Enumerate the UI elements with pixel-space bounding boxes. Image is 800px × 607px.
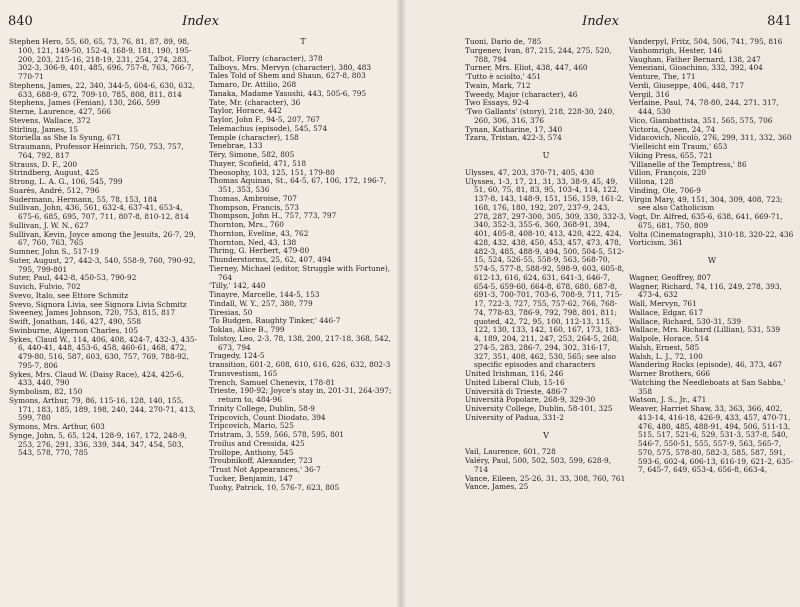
index-entry: Tucker, Benjamin, 147 bbox=[209, 473, 293, 483]
index-entry: Wallace, Richard, 530-31, 539 bbox=[629, 316, 741, 326]
index-entry: 'Two Gallants' (story), 218, 228-30, 240, 260, 306, 316, 376 bbox=[465, 107, 615, 125]
index-entry: Telemachus (episode), 545, 574 bbox=[209, 123, 328, 133]
index-entry: Tripcovich, Count Diodato, 394 bbox=[209, 412, 326, 422]
index-entry: 'Trust Not Appearances,' 36-7 bbox=[209, 465, 321, 474]
running-head-right: Index bbox=[582, 14, 619, 29]
index-entry: Sullivan, J. W. N., 627 bbox=[9, 220, 89, 230]
index-entry: Watson, J. S., Jr., 471 bbox=[629, 395, 707, 405]
index-entry: Suvich, Fulvio, 702 bbox=[9, 282, 81, 291]
right-page bbox=[401, 0, 800, 607]
index-column-v-w bbox=[629, 38, 795, 475]
index-entry: Wagner, Richard, 74, 116, 249, 278, 393, 473-4, 632 bbox=[629, 281, 782, 300]
index-entry: Vinding, Ole, 706-9 bbox=[629, 185, 701, 195]
index-entry: Vance, Eileen, 25-26, 31, 33, 308, 760, 761 bbox=[465, 473, 626, 483]
index-entry: 'Villanelle of the Temptress,' 86 bbox=[629, 159, 747, 169]
index-entry: Theosophy, 103, 125, 151, 179-80 bbox=[209, 167, 335, 177]
index-entry: Thomas Aquinas, St., 64-5, 67, 106, 172, 196-7, 351, 353, 536 bbox=[209, 176, 387, 194]
index-entry: Strauss, D. F., 200 bbox=[9, 159, 78, 169]
index-entry: Tinayre, Marcelle, 144-5, 153 bbox=[209, 290, 320, 299]
index-entry: University College, Dublin, 58-101, 325 bbox=[465, 404, 613, 413]
index-entry: Sterne, Laurence, 427, 566 bbox=[9, 107, 111, 116]
index-entry: Toklas, Alice B., 799 bbox=[209, 325, 285, 334]
index-entry: Tragedy, 124-5 bbox=[209, 351, 265, 361]
index-entry: Taylor, John F., 94-5, 207, 767 bbox=[209, 115, 320, 124]
index-entry: Vogt, Dr. Alfred, 635-6, 638, 641, 669-71, 675, 681, 750, 809 bbox=[629, 212, 783, 230]
index-entry: Symons, Arthur, 79, 86, 115-16, 128, 140, 155, 171, 183, 185, 189, 198, 240, 244, 270-71, 413, 599, 780 bbox=[9, 395, 196, 423]
index-column-t-u-v bbox=[465, 38, 627, 492]
index-entry: Tolstoy, Leo, 2-3, 78, 138, 200, 217-18, 368, 542, 673, 794 bbox=[209, 333, 391, 352]
index-entry: Wallace, Mrs. Richard (Lillian), 531, 539 bbox=[629, 325, 781, 335]
index-entry: Wagner, Geoffrey, 807 bbox=[629, 272, 712, 282]
index-entry: Thring, G. Herbert, 479-80 bbox=[209, 246, 310, 256]
index-entry: 'Watching the Needleboats at San Sabba,' 358 bbox=[629, 377, 786, 396]
index-entry: Storiella as She Is Syung, 671 bbox=[9, 133, 121, 143]
index-entry: Wall, Mervyn, 761 bbox=[629, 299, 697, 308]
section-letter-v: V bbox=[543, 430, 549, 440]
index-entry: Sweeney, James Johnson, 720, 753, 815, 817 bbox=[9, 308, 176, 318]
index-entry: Strindberg, August, 425 bbox=[9, 168, 100, 178]
index-entry: Tindall, W. Y., 257, 380, 779 bbox=[209, 298, 313, 308]
index-entry: Verlaine, Paul, 74, 78-80, 244, 271, 317, 444, 530 bbox=[629, 98, 779, 116]
index-entry: Turner, Mrs. Eliot, 438, 447, 460 bbox=[465, 63, 588, 73]
index-entry: Walpole, Horace, 514 bbox=[629, 334, 709, 343]
index-entry: 'Tutto è sciolto,' 451 bbox=[465, 72, 542, 81]
index-entry: Sumner, John S., 517-19 bbox=[9, 247, 99, 256]
index-entry: Talbot, Florry (character), 378 bbox=[209, 53, 323, 63]
index-entry: Tynan, Katharine, 17, 340 bbox=[465, 124, 563, 134]
index-entry: Vergil, 316 bbox=[629, 89, 670, 99]
index-entry: Università di Trieste, 486-7 bbox=[465, 386, 568, 396]
index-entry: Vidacovich, Nicolò, 276, 299, 311, 332, 360 bbox=[629, 133, 792, 143]
section-letter-u: U bbox=[542, 151, 550, 160]
index-entry: Vance, James, 25 bbox=[465, 482, 529, 492]
index-entry: Vanhomrigh, Hester, 146 bbox=[629, 45, 723, 55]
index-entry: Tuohy, Patrick, 10, 576-7, 623, 805 bbox=[209, 482, 340, 492]
index-entry: Viking Press, 655, 721 bbox=[629, 150, 713, 160]
index-entry: Trollope, Anthony, 545 bbox=[209, 447, 294, 457]
index-entry: Veneziani, Gioachino, 332, 392, 404 bbox=[629, 63, 763, 73]
index-entry: Taylor, Horace, 442 bbox=[209, 106, 282, 116]
index-entry: United Irishman, 116, 246 bbox=[465, 369, 564, 378]
index-entry: Sykes, Claud W., 114, 406, 408, 424-7, 432-3, 435-6, 440-41, 448, 453-6, 458, 460-61, 468, 472, 479-80, 516, 587, 603, 630, 757, 769, 788-92, 795-7, 806 bbox=[9, 334, 198, 370]
index-entry: Villon, François, 220 bbox=[629, 168, 707, 178]
index-entry: Trinity College, Dublin, 58-9 bbox=[209, 403, 315, 413]
index-entry: Thompson, Francis, 573 bbox=[209, 202, 299, 212]
index-entry: Thornton, Mrs., 760 bbox=[209, 220, 284, 229]
index-entry: Svevo, Signora Livia, see Signora Livia Schmitz bbox=[9, 299, 187, 309]
index-entry: Troubnikoff, Alexander, 723 bbox=[209, 456, 313, 466]
index-entry: Tate, Mr. (character), 36 bbox=[209, 97, 301, 107]
index-entry: Warner Brothers, 666 bbox=[629, 369, 711, 378]
index-entry: Vaughan, Father Bernard, 138, 247 bbox=[629, 54, 761, 64]
index-entry: Temple (character), 158 bbox=[209, 132, 299, 142]
index-entry: transition, 601-2, 608, 610, 616, 626, 632, 802-3 bbox=[209, 360, 391, 369]
index-entry: United Liberal Club, 15-16 bbox=[465, 377, 565, 387]
index-entry: Suter, August, 27, 442-3, 540, 558-9, 760, 790-92, 795, 799-801 bbox=[9, 255, 196, 274]
index-entry: Troilus and Cressida, 425 bbox=[209, 438, 305, 448]
index-entry: Thunderstorms, 25, 62, 407, 494 bbox=[209, 255, 332, 264]
index-entry: Ulysses, 1-3, 17, 21, 31, 33, 38-9, 45, 49, 51, 60, 75, 81, 83, 95, 103-4, 114, 122, 137-8, 143, 148-9, 151, 156, 159, 161-2, 168, 176, 180, 192, 207, 237-9, 243, 278, 287, 297-300, 305, 309, 330, 332-3, 340, 352-3, 355-6, 360, 368-91, 394, 401, 405-8, 408-10, 413, 420, 422, 424, 428, 432, 438, 450, 453, 457, 473, 478, 482-3, 485, 488-9, 494, 500, 504-5, 512-15, 524, 526-55, 558-9, 563, 568-70, 574-5, 577-8, 588-92, 598-9, 603, 605-8, 612-13, 616, 624, 631, 641-3, 646-7, 654-5, 659-60, 664-8, 678, 680, 687-8, 691-3, 700-701, 703-6, 708-9, 711, 715-17, 722-3, 727, 755, 757-62, 766, 768-74, 778-83, 786-9, 792, 798, 801, 811; quoted, 42, 72, 95, 100, 112-13, 115, 122, 130, 133, 142, 160, 167, 173, 183-4, 189, 204, 211, 247, 253, 264-5, 268, 274-5, 283, 286-7, 294, 302, 316-17, 327, 351, 408, 462, 530, 565; see also specific episodes and characters bbox=[465, 176, 627, 370]
index-entry: Vail, Laurence, 601, 728 bbox=[465, 447, 556, 457]
index-entry: Suter, Paul, 442-8, 450-53, 790-92 bbox=[9, 273, 137, 283]
index-entry: Tzara, Tristan, 422-3, 574 bbox=[465, 133, 562, 143]
index-entry: Thayer, Scofield, 471, 518 bbox=[209, 158, 307, 168]
index-entry: Weaver, Harriet Shaw, 33, 363, 366, 402, 413-14, 416-18, 426-9, 433, 457, 470-71, 476, 480, 485, 488-91, 494, 506, 511-13, 515, 517, 521-6, 529, 531-3, 537-8, 540, 546-7, 550-51, 555, 557-9, 563, 565-7, 570, 575, 578-80, 582-3, 585, 587, 591, 593-6, 602-4, 606-13, 616-19, 621-2, 635-7, 645-7, 649, 653-4, 656-8, 663-4, bbox=[629, 404, 794, 475]
index-entry: Twain, Mark, 712 bbox=[465, 80, 531, 90]
index-entry: Tiresias, 50 bbox=[209, 307, 253, 317]
index-entry: Stevens, Wallace, 372 bbox=[9, 115, 91, 125]
index-entry: Thornton, Eveline, 43, 762 bbox=[209, 228, 309, 238]
index-entry: Strong, L. A. G., 106, 545, 799 bbox=[9, 177, 123, 186]
index-entry: Tweedy, Major (character), 46 bbox=[465, 89, 578, 99]
index-entry: Turgenev, Ivan, 87, 215, 244, 275, 520, 788, 794 bbox=[465, 45, 612, 64]
index-entry: Stephens, James, 22, 340, 344-5, 604-6, 630, 632, 633, 688-9, 672, 709-10, 785, 808, 811, 814 bbox=[9, 80, 195, 99]
index-entry: 'Tilly,' 142, 440 bbox=[209, 281, 266, 291]
page-number-right: 841 bbox=[767, 14, 792, 29]
index-entry: Trench, Samuel Chenevix, 178-81 bbox=[209, 377, 336, 387]
index-entry: Ulysses, 47, 203, 370-71, 405, 430 bbox=[465, 167, 594, 177]
running-head-left: Index bbox=[182, 14, 219, 29]
page-number-left: 840 bbox=[8, 14, 33, 29]
index-entry: Sykes, Mrs. Claud W. (Daisy Race), 424, 425-6, 433, 440, 790 bbox=[9, 369, 184, 388]
index-entry: Thompson, John H., 757, 773, 797 bbox=[209, 211, 337, 221]
index-entry: Symons, Mrs. Arthur, 603 bbox=[9, 422, 105, 431]
index-entry: Synge, John, 5, 65, 124, 128-9, 167, 172, 248-9, 253, 276, 291, 336, 339, 344, 347, 454, 503, 543, 578, 770, 785 bbox=[9, 430, 187, 458]
index-entry: Stephens, James (Fenian), 130, 266, 599 bbox=[9, 98, 161, 108]
index-entry: Walsh, Ernest, 585 bbox=[629, 342, 700, 352]
index-entry: Villona, 128 bbox=[629, 177, 674, 186]
index-entry: Swift, Jonathan, 146, 427, 490, 558 bbox=[9, 317, 142, 326]
index-entry: Tales Told of Shem and Shaun, 627-8, 803 bbox=[209, 71, 366, 81]
index-entry: Vico, Giambattista, 351, 565, 575, 706 bbox=[629, 115, 773, 125]
index-entry: Wandering Rocks (episode), 46, 373, 467 bbox=[629, 360, 783, 370]
index-column-t bbox=[209, 38, 397, 492]
index-entry: Venture, The, 171 bbox=[629, 72, 696, 81]
index-entry: Transvestism, 165 bbox=[209, 368, 278, 378]
index-entry: Tenebrae, 133 bbox=[209, 141, 263, 151]
index-entry: Tanaka, Madame Yasushi, 443, 505-6, 795 bbox=[209, 88, 367, 98]
index-entry: Sudermann, Hermann, 55, 78, 153, 184 bbox=[9, 194, 158, 204]
index-entry: 'To Budgen, Raughty Tinker,' 446-7 bbox=[209, 316, 341, 326]
index-entry: Stephen Hero, 55, 60, 65, 73, 76, 81, 87, 89, 98, 100, 121, 149-50, 152-4, 168-9, 181, 190, 195-200, 203, 215-16, 218-19, 231, 254, 274, 283, 302-3, 306-9, 401, 485, 696, 757-8, 763, 766-7, 770-71 bbox=[9, 37, 194, 81]
index-entry: Thomas, Ambroise, 707 bbox=[209, 193, 297, 203]
index-entry: Wallace, Edgar, 617 bbox=[629, 307, 704, 317]
index-entry: Victoria, Queen, 24, 74 bbox=[629, 124, 716, 134]
index-entry: Tierney, Michael (editor, Struggle with Fortune), 764 bbox=[209, 263, 391, 282]
index-entry: Stirling, James, 15 bbox=[9, 124, 79, 134]
index-entry: Valéry, Paul, 500, 502, 503, 599, 628-9, 714 bbox=[465, 456, 612, 474]
index-entry: Symbolism, 82, 150 bbox=[9, 387, 83, 396]
index-entry: Vorticism, 361 bbox=[629, 238, 683, 248]
index-entry: Tristram, 3, 559, 566, 578, 595, 801 bbox=[209, 430, 345, 439]
index-entry: Téry, Simone, 582, 805 bbox=[209, 150, 295, 159]
section-letter-t: T bbox=[300, 37, 306, 46]
index-entry: Thornton, Ned, 43, 138 bbox=[209, 237, 297, 247]
index-entry: Talboys, Mrs. Mervyn (character), 380, 483 bbox=[209, 62, 372, 72]
index-entry: Trieste, 190-92; Joyce's stay in, 201-31, 264-397; return to, 484-96 bbox=[209, 386, 392, 404]
index-entry: Sullivan, Kevin, Joyce among the Jesuits, 26-7, 29, 67, 760, 763, 765 bbox=[9, 229, 196, 248]
index-entry: Straumann, Professor Heinrich, 750, 753, 757, 764, 792, 817 bbox=[9, 142, 184, 160]
index-entry: Svevo, Italo, see Ettore Schmitz bbox=[9, 290, 129, 300]
index-entry: Sullivan, John, 436, 561, 632-4, 637-41, 653-4, 675-6, 685, 695, 707, 711, 807-8, 810-12, 814 bbox=[9, 203, 189, 221]
index-entry: University of Padua, 331-2 bbox=[465, 412, 564, 422]
index-entry: Virgin Mary, 49, 151, 304, 309, 408, 723; see also Catholicism bbox=[629, 194, 783, 213]
index-entry: Tamaro, Dr. Attilio, 268 bbox=[209, 80, 297, 89]
index-entry: Verdi, Giuseppe, 406, 448, 717 bbox=[629, 80, 745, 90]
index-entry: Volta (Cinematograph), 310-18, 320-22, 436 bbox=[629, 229, 794, 239]
index-entry: Swinburne, Algernon Charles, 105 bbox=[9, 325, 138, 335]
index-entry: Walsh, L. J., 72, 100 bbox=[629, 351, 703, 361]
index-entry: Two Essays, 92-4 bbox=[465, 98, 530, 108]
index-column-s bbox=[9, 38, 201, 458]
index-entry: Tuoni, Dario de, 785 bbox=[465, 37, 542, 46]
index-entry: 'Vielleicht ein Traum,' 653 bbox=[629, 142, 728, 151]
index-entry: Università Popolare, 268-9, 329-30 bbox=[465, 395, 596, 405]
section-letter-w: W bbox=[707, 256, 717, 265]
book-gutter bbox=[396, 0, 406, 607]
index-entry: Tripcovich, Mario, 525 bbox=[209, 421, 294, 431]
index-entry: Suarès, André, 512, 796 bbox=[9, 185, 100, 195]
index-entry: Vanderpyl, Fritz, 504, 506, 741, 795, 816 bbox=[629, 37, 783, 46]
